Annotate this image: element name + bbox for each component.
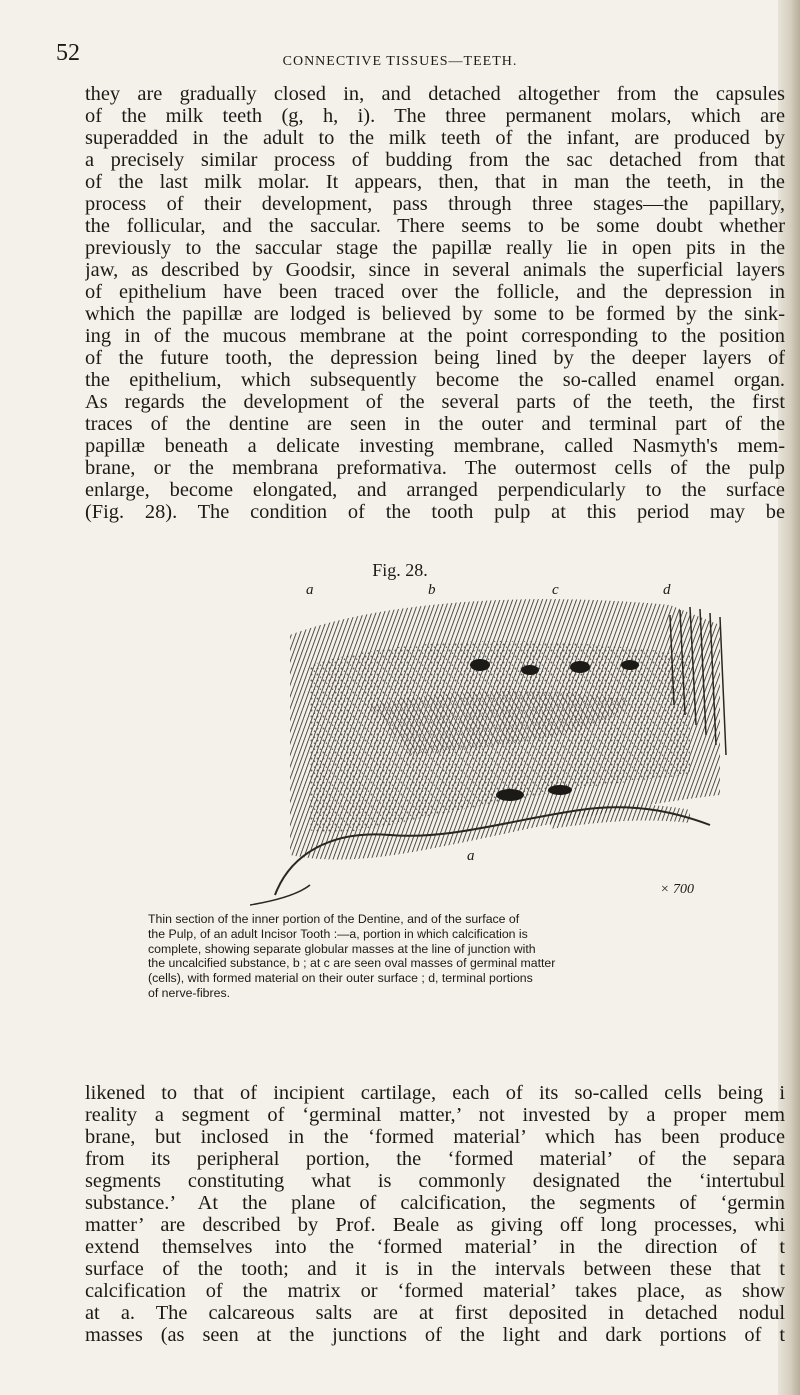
text-line: superadded in the adult to the milk teeth of the infant, are produced by xyxy=(85,127,785,149)
figure-label-d: d xyxy=(663,582,671,598)
text-line: of epithelium have been traced over the follicle, and the depression in xyxy=(85,281,785,303)
text-line: brane, but inclosed in the ‘formed material’ which has been produce xyxy=(85,1126,785,1148)
text-line: the follicular, and the saccular. There seems to be some doubt whether xyxy=(85,215,785,237)
dentine-section-engraving xyxy=(250,595,750,913)
caption-line: of nerve-fibres. xyxy=(148,985,231,1000)
text-line: traces of the dentine are seen in the outer and terminal part of the xyxy=(85,413,785,435)
figure-magnification: × 700 xyxy=(660,882,694,897)
text-line: process of their development, pass through three stages—the papillary, xyxy=(85,193,785,215)
text-line: extend themselves into the ‘formed material’ in the direction of t xyxy=(85,1236,785,1258)
caption-line: the uncalcified substance, b ; at c are seen oval masses of germinal matter xyxy=(148,956,556,971)
text-line: jaw, as described by Goodsir, since in several animals the superficial layers xyxy=(85,259,785,281)
figure-label-c: c xyxy=(552,582,559,598)
text-line: likened to that of incipient cartilage, each of its so-called cells being i xyxy=(85,1082,785,1104)
text-line: segments constituting what is commonly designated the ‘intertubul xyxy=(85,1170,785,1192)
text-line: the epithelium, which subsequently become the so-called enamel organ. xyxy=(85,369,785,391)
text-line: which the papillæ are lodged is believed by some to be formed by the sink- xyxy=(85,303,785,325)
text-line: from its peripheral portion, the ‘formed material’ of the separa xyxy=(85,1148,785,1170)
text-line: papillæ beneath a delicate investing membrane, called Nasmyth's mem- xyxy=(85,435,785,457)
paragraph-2 xyxy=(85,1082,785,1346)
text-line: of the milk teeth (g, h, i). The three permanent molars, which are xyxy=(85,105,785,127)
text-line: As regards the development of the several parts of the teeth, the first xyxy=(85,391,785,413)
text-line: brane, or the membrana preformativa. The outermost cells of the pulp xyxy=(85,457,785,479)
paragraph-1 xyxy=(85,83,785,523)
figure-label-a: a xyxy=(306,582,314,598)
text-line: of the last milk molar. It appears, then, that in man the teeth, in the xyxy=(85,171,785,193)
text-line: (Fig. 28). The condition of the tooth pulp at this period may be xyxy=(85,501,785,523)
caption-line: (cells), with formed material on their outer surface ; d, terminal portions xyxy=(148,971,533,986)
figure-inner-label-a: a xyxy=(467,848,475,864)
text-line: masses (as seen at the junctions of the light and dark portions of t xyxy=(85,1324,785,1346)
figure-title: Fig. 28. xyxy=(372,560,428,580)
caption-line: complete, showing separate globular masses at the line of junction with xyxy=(148,941,536,956)
text-line: surface of the tooth; and it is in the intervals between these that t xyxy=(85,1258,785,1280)
text-line: calcification of the matrix or ‘formed material’ takes place, as show xyxy=(85,1280,785,1302)
caption-line: the Pulp, of an adult Incisor Tooth :—a, portion in which calcification is xyxy=(148,926,528,941)
text-line: ing in of the mucous membrane at the point corresponding to the position xyxy=(85,325,785,347)
figure-label-b: b xyxy=(428,582,436,598)
text-line: enlarge, become elongated, and arranged perpendicularly to the surface xyxy=(85,479,785,501)
figure-caption xyxy=(148,912,708,1001)
running-head: CONNECTIVE TISSUES—TEETH. xyxy=(282,54,518,69)
text-line: a precisely similar process of budding from the sac detached from that xyxy=(85,149,785,171)
text-line: reality a segment of ‘germinal matter,’ not invested by a proper mem xyxy=(85,1104,785,1126)
text-line: matter’ are described by Prof. Beale as giving off long processes, whi xyxy=(85,1214,785,1236)
text-line: previously to the saccular stage the papillæ really lie in open pits in the xyxy=(85,237,785,259)
page-number: 52 xyxy=(56,40,80,66)
text-line: at a. The calcareous salts are at first deposited in detached nodul xyxy=(85,1302,785,1324)
text-line: they are gradually closed in, and detached altogether from the capsules xyxy=(85,83,785,105)
text-line: substance.’ At the plane of calcification, the segments of ‘germin xyxy=(85,1192,785,1214)
caption-line: Thin section of the inner portion of the Dentine, and of the surface of xyxy=(148,912,520,926)
text-line: of the future tooth, the depression being lined by the deeper layers of xyxy=(85,347,785,369)
